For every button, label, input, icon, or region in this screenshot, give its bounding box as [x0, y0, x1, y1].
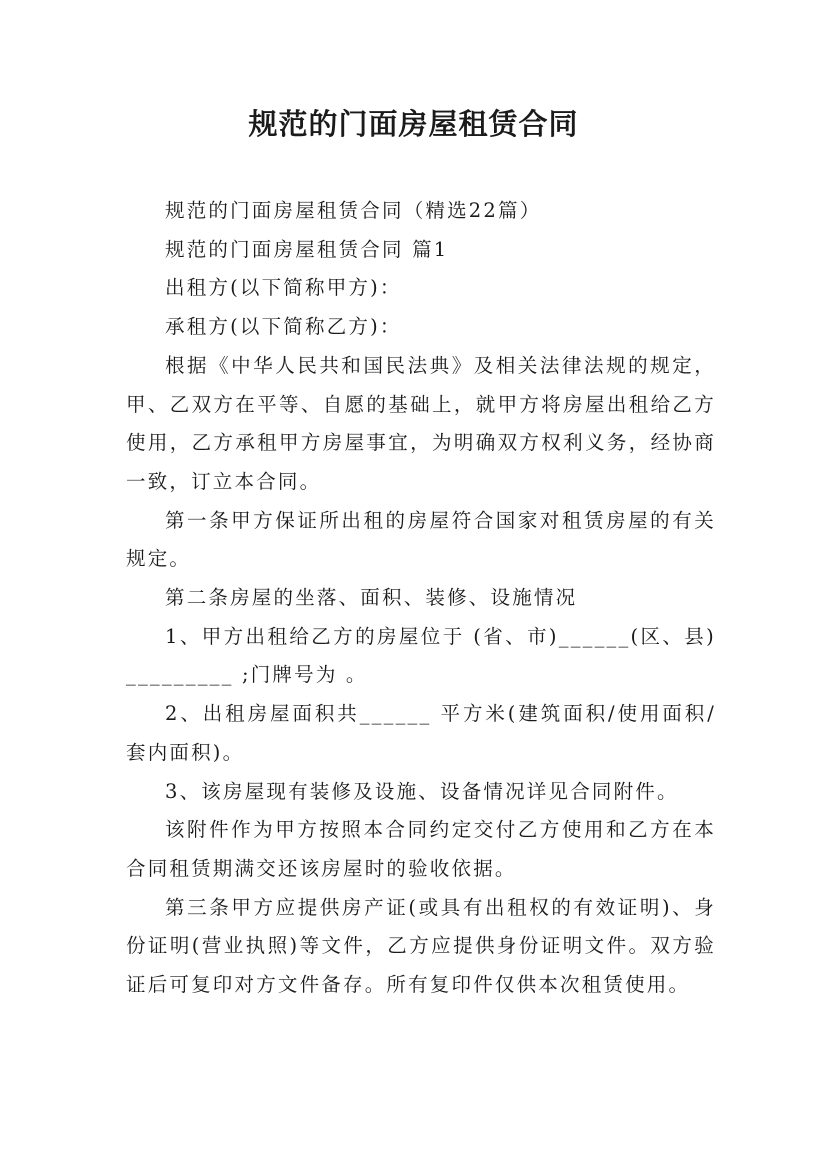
paragraph-item-1: 1、甲方出租给乙方的房屋位于 (省、市)______(区、县)_________ ;门牌号为 。: [126, 624, 716, 687]
paragraph-item-2: 2、出租房屋面积共______ 平方米(建筑面积/使用面积/套内面积)。: [126, 702, 716, 764]
document-body: [126, 192, 716, 1005]
paragraph-attachment-note: 该附件作为甲方按照本合同约定交付乙方使用和乙方在本合同租赁期满交还该房屋时的验收依据。: [126, 818, 716, 880]
paragraph-subtitle: 规范的门面房屋租赁合同（精选22篇）: [165, 199, 542, 222]
paragraph-section-heading: 规范的门面房屋租赁合同 篇1: [165, 237, 449, 261]
paragraph-article-1: 第一条甲方保证所出租的房屋符合国家对租赁房屋的有关规定。: [126, 508, 716, 571]
document-title: 规范的门面房屋租赁合同: [248, 107, 579, 141]
paragraph-preamble: 根据《中华人民共和国民法典》及相关法律法规的规定，甲、乙双方在平等、自愿的基础上，就甲方将房屋出租给乙方使用，乙方承租甲方房屋事宜，为明确双方权利义务，经协商一致，订立本合同。: [126, 353, 716, 493]
paragraph-item-3: 3、该房屋现有装修及设施、设备情况详见合同附件。: [165, 779, 679, 803]
paragraph-lessee: 承租方(以下简称乙方)：: [165, 315, 402, 339]
paragraph-article-2: 第二条房屋的坐落、面积、装修、设施情况: [165, 586, 578, 610]
paragraph-lessor: 出租方(以下简称甲方)：: [165, 276, 402, 300]
paragraph-article-3: 第三条甲方应提供房产证(或具有出租权的有效证明)、身份证明(营业执照)等文件，乙方应提供身份证明文件。双方验证后可复印对方文件备存。所有复印件仅供本次租赁使用。: [126, 895, 716, 997]
